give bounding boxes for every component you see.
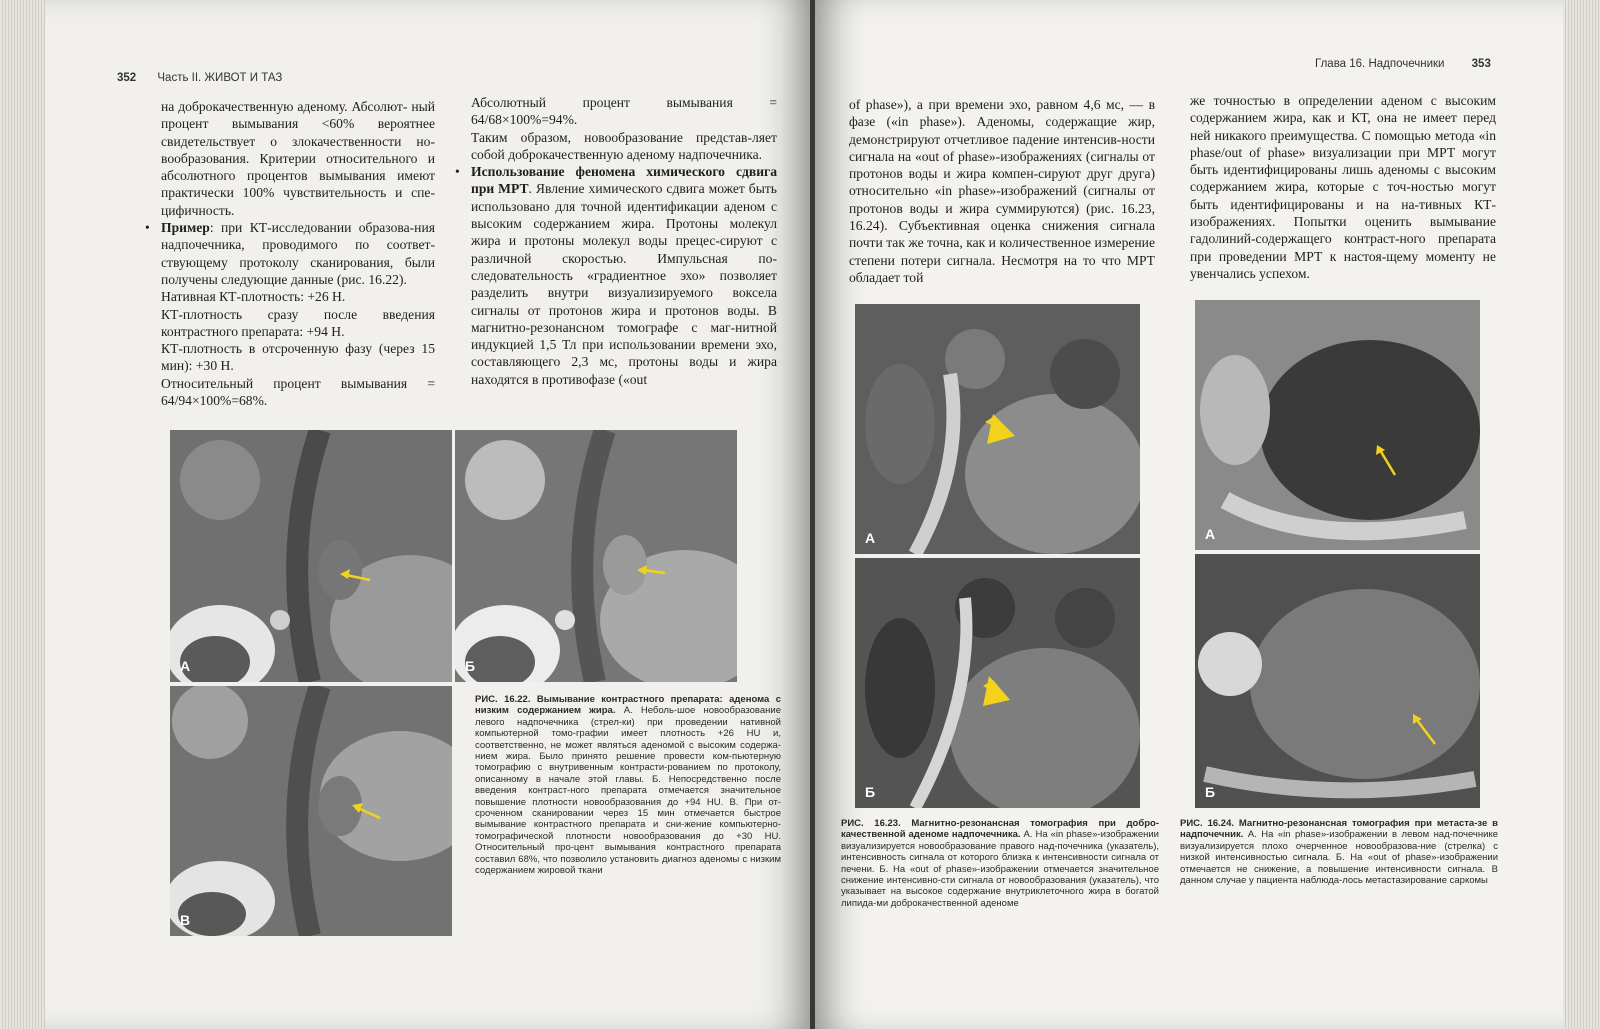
line: ный процент вымывания <60% вероятнее [161, 99, 435, 132]
col1-para [145, 98, 435, 219]
panel-label-16-23-b: Б [865, 784, 876, 800]
panel-label-16-24-b: Б [1205, 784, 1216, 800]
mri-scan-16-24-b [1195, 554, 1480, 808]
line: свидетельствует о злокачественности но- [161, 133, 435, 149]
left-column-1 [145, 98, 435, 409]
caption-title: РИС. 16.24. Магнитно-резонансная томография при метаста-зе в надпочечник. [1180, 818, 1498, 841]
caption-title: РИС. 16.23. Магнитно-резонансная томография при добро-качественной аденоме надпочечника. [841, 818, 1159, 841]
book-page-edges-left [0, 0, 45, 1029]
col1-text: of phase»), а при времени эхо, равном 4,6 мс, — в фазе («in phase»). Аденомы, содержащие жир, демонстрируют отчетливое падение интенсив-ности сигнала на «out of phase»-изображениях (сигналы от протонов воды и жира компен-сируют друг друга) относительно «in phase»-изображений (сигналы от протонов воды и жира суммируются) (рис. 16.23, 16.24). Субъективная оценка снижения сигнала почти так же точна, как и количественное измерение степени потери сигнала. Несмотря на то что МРТ обладает той [849, 97, 1155, 285]
mri-scan-16-24-a [1195, 300, 1480, 550]
panel-label-b: Б [465, 658, 476, 674]
chapter-title: Глава 16. Надпочечники [1315, 58, 1445, 70]
caption-title: РИС. 16.22. Вымывание контрастного препарата: аденома с низким содержанием жира. [475, 694, 781, 717]
example-value-3: КТ-плотность в отсроченную фазу (через 15 мин): +30 Н. [161, 341, 435, 374]
absolute-washout: Абсолютный процент вымывания = 64/68×100%=94%. [471, 95, 777, 128]
panel-label-a: А [180, 658, 191, 674]
caption-text: А. На «in phase»-изображении визуализируется новообразование правого над-почечника (указатель), интенсивность сигнала от которого близка к интенсивности сигнала от печени. Б. На «out of phase»-изображении отмечается значительное снижение интенсивно-сти сигнала от новообразования (указатель), что указывает на высокое содержание внутриклеточного жира в богатой липида-ми доброкачественной аденоме [841, 829, 1159, 909]
panel-label-16-23-a: А [865, 530, 876, 546]
book-page-edges-right [1563, 0, 1600, 1029]
caption-text: А. Неболь-шое новообразование левого надпочечника (стрел-ки) при проведении нативной компьютерной томо-графии имеет плотность +26 HU и, соответственно, не может являться аденомой с высоким содержа-нием жира. Было принято решение провести ком-пьютерную томографию с внутривенным контрасти-рованием по протоколу, описанному в начале этой главы. Б. Непосредственно после введения контраст-ного препарата отмечается значительное повышение плотности новообразования до +94 HU. В. При от-сроченном сканировании через 15 мин отмечается быстрое вымывание контрастного препарата и сни-жение компьютерно-томографической плотности новообразования до +30 HU. Относительный про-цент вымывания контрастного препарата составил 68%, что позволило установить диагноз аденомы с низким содержанием жировой ткани [475, 705, 781, 877]
chemical-shift-lead: Использование феномена химического сдвига при МРТ [471, 164, 777, 197]
chemical-shift-bullet [455, 163, 777, 388]
mri-scan-16-23-b [855, 558, 1140, 808]
example-value-1: Нативная КТ-плотность: +26 Н. [161, 289, 346, 305]
running-head-right [1315, 58, 1491, 70]
figure-16-24-caption [1180, 818, 1498, 886]
left-column-2 [455, 94, 777, 388]
line: вообразования. Критерии относительного [161, 150, 418, 166]
example-lead: Пример [161, 220, 210, 236]
col2-text: же точностью в определении аденом с высоким содержанием жира, как и КТ, она не имеет перед ней никакого преимущества. С помощью метода «in phase/out of phase» визуализации при МРТ могут быть идентифицированы лишь аденомы с высоким содержанием жира, которые с точ-ностью могут быть идентифицированы и на на-тивных КТ-изображениях. Попытки оценить вымывание гадолиний-содержащего контраст-ного препарата при проведении МРТ к настоя-щему моменту не увенчались успехом. [1190, 93, 1496, 281]
conclusion: Таким образом, новообразование представ-ляет собой доброкачественную аденому надпочечника. [471, 129, 777, 162]
example-text: : при КТ-исследовании образова-ния надпочечника, проводимого по соответ-ствующему протоколу сканирования, были получены следующие данные (рис. 16.22). [161, 220, 435, 287]
line: на доброкачественную аденому. Абсолют- [161, 99, 408, 114]
line: практически 100% чувствительность и спе- [161, 185, 435, 201]
part-title: Часть II. ЖИВОТ И ТАЗ [157, 72, 283, 84]
chemical-shift-text: . Явление химического сдвига может быть использовано для точной идентификации аденом с высоким содержанием жира. Протоны молекул жира и протоны молекул воды прецес-сируют с различной скоростью. Импульсная по-следовательность «градиентное эхо» позволяет разделить внутри визуализируемого воксела сигналы от протонов жира и протонов воды. В магнитно-резонансном томографе с маг-нитной индукцией 1,5 Тл при использовании времени эхо, составляющего 2,3 мс, протоны воды и жира находятся в противофазе («out [471, 181, 777, 387]
figure-16-23-caption [841, 818, 1159, 909]
panel-label-c: В [180, 912, 191, 928]
example-bullet [145, 219, 435, 288]
page-number-right: 353 [1471, 58, 1491, 70]
example-value-2: КТ-плотность сразу после введения контрастного препарата: +94 Н. [161, 306, 435, 339]
right-column-2 [1190, 92, 1496, 282]
example-value-4: Относительный процент вымывания = 64/94×100%=68%. [161, 375, 435, 409]
ct-scan-a [170, 430, 452, 682]
left-page [45, 0, 810, 1029]
figure-16-22-caption [475, 694, 781, 877]
panel-label-16-24-a: А [1205, 526, 1216, 542]
running-head-left [117, 72, 282, 84]
caption-text: А. На «in phase»-изображении в левом над-почечнике визуализируется плохо очерченное новообразова-ние (стрелка) с низкой интенсивностью сигнала. Б. На «out of phase»-изображении отмечается не снижение, а повышение интенсивности сигнала. В данном случае у пациента наблюда-лось метастазирование саркомы [1180, 829, 1498, 887]
line: и абсолютного процентов вымывания имеют [161, 150, 435, 184]
page-number-left: 352 [117, 72, 137, 84]
mri-scan-16-23-a [855, 304, 1140, 554]
right-page [815, 0, 1563, 1029]
ct-scan-c [170, 686, 452, 936]
ct-scan-b [455, 430, 737, 682]
right-column-1 [849, 96, 1155, 286]
line: цифичность. [161, 202, 235, 218]
